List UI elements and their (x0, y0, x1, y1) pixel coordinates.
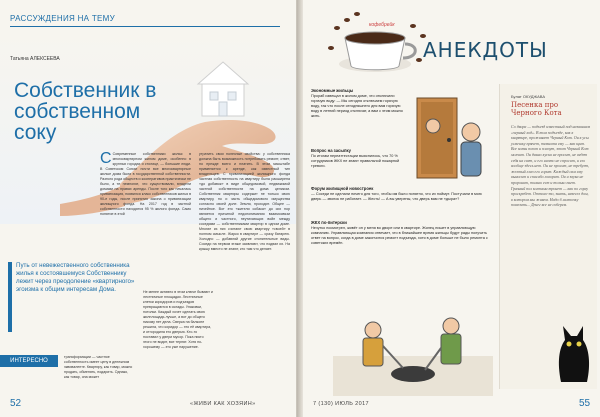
page-number-right: 55 (579, 398, 591, 409)
right-page (303, 0, 600, 417)
section-tag: РАССУЖДЕНИЯ НА ТЕМУ (10, 14, 116, 23)
poem-title: Песенка про Черного Кота (511, 101, 562, 117)
cartoon-workers-illustration (333, 296, 493, 396)
joke-4: ЖКХ по-питерски Нечутко посмотрел, живёт он у меня во дворе или в квартире. Жилец пишет в управляющую компанию. Управляющая компания отвечает, что в ближайшее время жильцы будут рады получить ответ на вопрос, когда в доме закончится ремонт подъезда, хотя в доме больше не было ремонта с советских времён. (311, 220, 488, 245)
footer-issue-date: 7 (130) ИЮЛЬ 2017 (313, 401, 369, 407)
jokes-title: АНЕКДОТЫ (423, 38, 548, 62)
joke-1: Экономные жильцы Прораб извещал в жилом доме, что отключили горячую воду: — Мы сегодня отключаем горячую воду, так что после сегодняшнего дня вам горячую воду в летний период отключат, а вам с этим можно жить. (311, 88, 403, 118)
article-column-2: утратить свои полезные свойства: у собственника должна быть возможность потребовать ремонт, ответ, но прежде всего и платить. В этом масштабе применяется к аренде, как известный тип владельцев. С приватизацией жилищного фонда частная собственность на квартиру была расширена «до добавок» в виде общедомовой, недвижимой частной собственности на дома целиком. Собственник квартиры содержит не только свою квартиру, но и часть общедомового имущества согласно своей доле. Земля, проходит. Общее — ничейное. Вот это «жители собака» до сих пор является причиной недопонимания взаимосвязи общего и частного, неутихающих войн между соседями — собственниками квартир в одном доме. Многие из них считают свою квартиру «своей» в полном смысле. Жарко в квартире — сразу батарею. Холодно — добавляй другие отопительные виды. Соседи на первом этаже заявляют, что подвал их. На крышу вместо не знают, кто там что делает. (199, 152, 290, 251)
section-rule (10, 26, 280, 27)
poem-author: Булат ОКУДЖАВА (511, 94, 545, 99)
interest-tag: ИНТЕРЕСНО (0, 355, 58, 367)
black-cat-icon (553, 322, 593, 382)
joke-3: Форум жилищной новостроек — Соседи не сделали ничего для того, чтобы им было понятно, что их поймут. Постучали в мою дверь — звонок не работает. — Жесть! — А вы уверены, что дверь вам не «дыра»? (311, 186, 482, 201)
left-page (0, 0, 297, 417)
joke-2: Вопрос на засыпку По итогам переаттестации выяснилось, что 70 % сотрудников ЖКХ не знают правильной пожарной тревоги. (311, 148, 400, 168)
footer-magazine-name: «ЖИВИ КАК ХОЗЯИН» (190, 401, 256, 407)
coffee-break-label: кофебрейк (369, 22, 395, 28)
cartoon-door-illustration (403, 88, 491, 186)
article-author: Татьяна АЛЕКСЕЕВА (10, 56, 60, 62)
article-column-1: С Современные собственники жилья в многоквартирном жилом доме, особенно в крупных городах и столице, — большие люди. В Советском Союзе почти все многоквартирные жилые дома были в государственной собственности. Разного рода обществ и кооперативов практически не было, а те немногие, что существовали, владели домами на правах аренды. После того как началась приватизация, появился класс собственников жилья в 90-е годы, после принятия закона о приватизации жилищного фонда. На 2017 год в частной собственности находятся 95 % жилого фонда. Само понятие в этой (100, 152, 191, 216)
drop-cap: С (100, 152, 112, 167)
pullquote-bar (8, 262, 12, 332)
poem-text: Со двора — подъезд известный под названием «черный ход». В том подъезде, как в квартире, проживает Черный Кот. Он в усы усмешку прячет, темнота ему — как щит. Все коты поют и плачут, этот Черный Кот молчит. Он давно куска не просит, не ведет себя на свет, и его ничто не спросит, и его вообще здесь нет. Он не просит, не требует, желтый глаз его горит. Каждый сам ему выносит и спасибо говорит. Он и звука не проронит, только ест и только пьет. Грязный пол когтями тронет — как по горлу проскребет. Оттого-то, знать, невесел дом, в котором мы живем. Надо б лампочку повесить... Денег все не соберем. (511, 124, 591, 208)
page-number-left: 52 (10, 398, 22, 409)
article-headline: Собственник в собственном соку (14, 79, 157, 144)
article-column-3: Не менее активно в этом ключе бывают и лестничные площадки. Лестничные клетки коридоров и подъездов превращаются в склады. Упаковки, потолки. Каждый хочет сделать свою жилплощадь лучше, а вот до общего никому нет дела. Сверка на балконе решила, что коридор — это её квартира, и отгородила его дверью. Кто-то поставил у двери мусор. Пока никто этого не видит, все терпят. Хотя по-хорошему — это уже нарушение. (143, 290, 213, 349)
coffee-cup-illustration (323, 8, 433, 80)
pullquote: Путь от невежественного собственника жилья к состоявшемуся Собственнику лежит через преодоление «квартирного» эгоизма к общим интересам Дома. (16, 262, 135, 293)
article-column-bottom: трансформации — частное собственность имеет цену в денежном эквиваленте. Квартиру, как товар, можно продать, обменять, подарить. Однако, как товар, она может (64, 355, 133, 379)
